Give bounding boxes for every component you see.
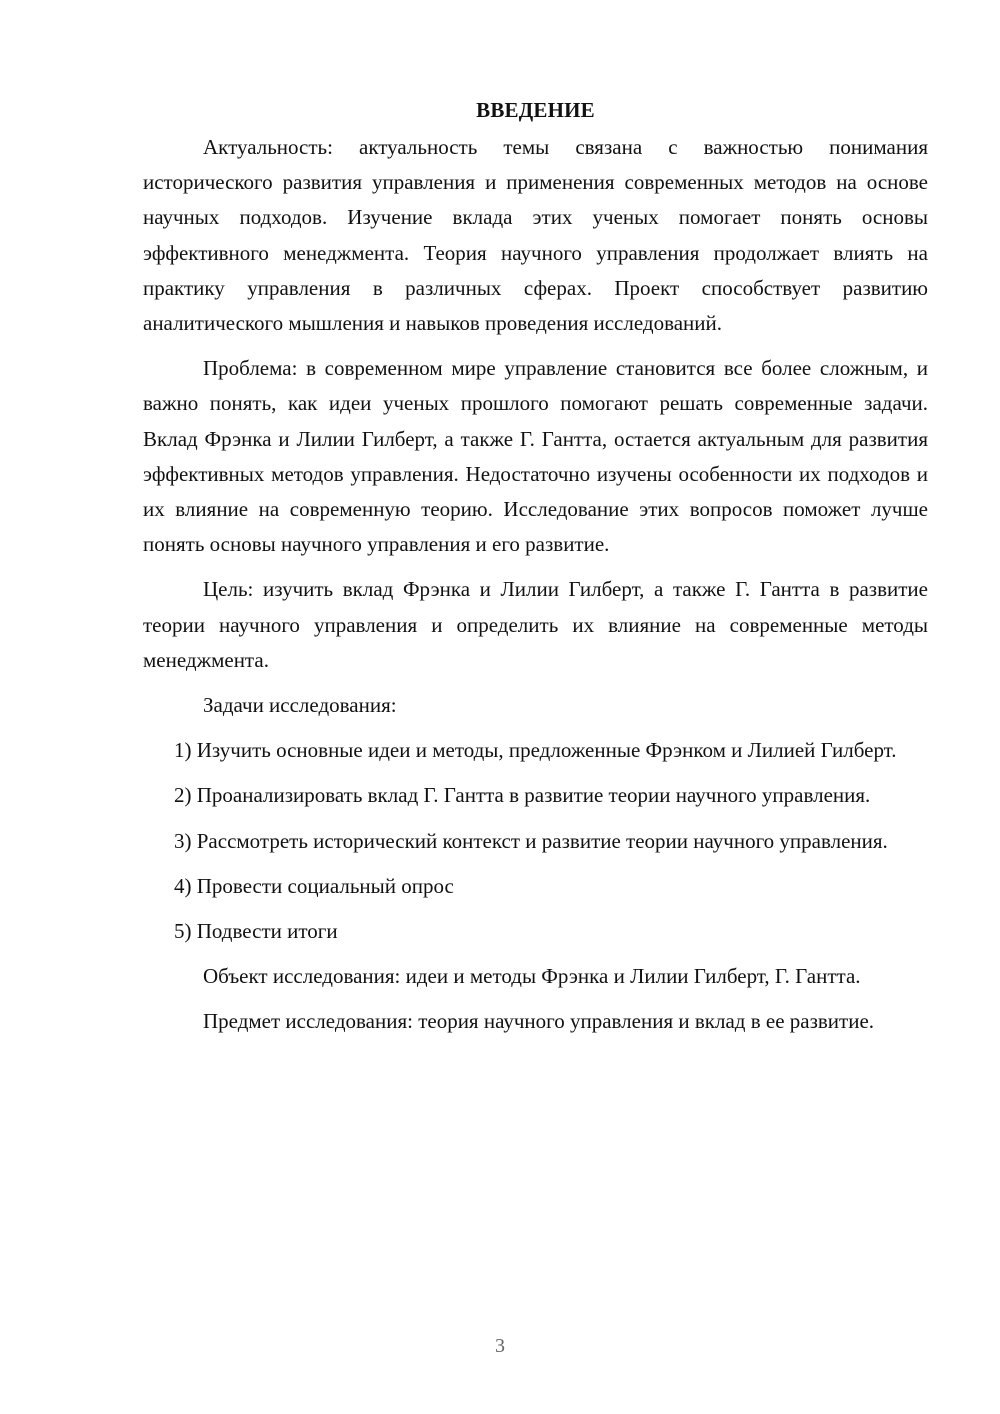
document-title: ВВЕДЕНИЕ xyxy=(476,98,595,122)
task-item-5: 5) Подвести итоги xyxy=(174,919,338,944)
task-item-1: 1) Изучить основные идеи и методы, предложенные Фрэнком и Лилией Гилберт. xyxy=(174,738,897,763)
goal-paragraph: Цель: изучить вклад Фрэнка и Лилии Гилберт, а также Г. Гантта в развитие теории научного управления и определить их влияние на современные методы менеджмента. xyxy=(143,577,928,672)
task-item-3: 3) Рассмотреть исторический контекст и развитие теории научного управления. xyxy=(174,828,888,853)
problem-paragraph: Проблема: в современном мире управление становится все более сложным, и важно понять, как идеи ученых прошлого помогают решать современные задачи. Вклад Фрэнка и Лилии Гилберт, а также Г. Гантта, остается актуальным для развития эффективных методов управления. Недостаточно изучены особенности их подходов и их влияние на современную теорию. Исследование этих вопросов поможет лучше понять основы научного управления и его развитие. xyxy=(143,356,928,557)
page-number: 3 xyxy=(495,1335,505,1357)
relevance-paragraph: Актуальность: актуальность темы связана с важностью понимания исторического развития управления и применения современных методов на основе научных подходов. Изучение вклада этих ученых помогает понять основы эффективного менеджмента. Теория научного управления продолжает влиять на практику управления в различных сферах. Проект способствует развитию аналитического мышления и навыков проведения исследований. xyxy=(143,135,928,336)
research-subject-paragraph: Предмет исследования: теория научного управления и вклад в ее развитие. xyxy=(203,1009,875,1034)
document-page xyxy=(143,95,928,1040)
research-object-paragraph: Объект исследования: идеи и методы Фрэнка и Лилии Гилберт, Г. Гантта. xyxy=(203,964,861,989)
task-item-4: 4) Провести социальный опрос xyxy=(174,873,454,898)
task-item-2: 2) Проанализировать вклад Г. Гантта в развитие теории научного управления. xyxy=(174,783,871,808)
tasks-heading: Задачи исследования: xyxy=(203,693,397,718)
